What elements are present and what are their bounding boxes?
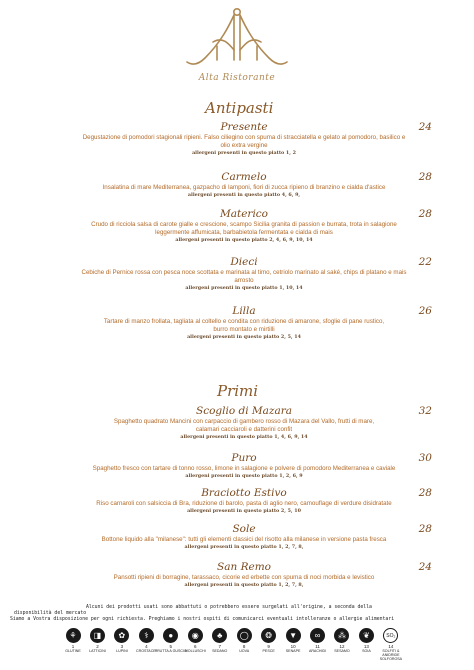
egg-icon: ◯ xyxy=(237,628,252,643)
allergen-item xyxy=(380,628,402,664)
section-title-antipasti: Antipasti xyxy=(205,99,274,117)
allergen-number: 14 xyxy=(388,644,394,649)
dish-allergens: allergeni presenti in questo piatto 1, 2, 6, 9 xyxy=(185,473,303,479)
wheat-icon: ⚘ xyxy=(66,628,81,643)
dish-allergens: allergeni presenti in questo piatto 1, 2, 7, 8, xyxy=(184,582,304,588)
dish-allergens: allergeni presenti in questo piatto 2, 5, 14 xyxy=(187,334,301,340)
footer-notes xyxy=(10,605,464,623)
allergen-item xyxy=(154,628,187,664)
allergen-label: MOLLUSCHI xyxy=(184,649,206,653)
milk-icon: ◨ xyxy=(90,628,105,643)
dish-price: 26 xyxy=(418,305,432,317)
dish-materico xyxy=(56,208,432,243)
dish-dieci xyxy=(56,256,432,291)
dish-price: 30 xyxy=(418,452,432,464)
dish-puro xyxy=(56,452,432,479)
dish-description: Tartare di manzo frollata, tagliata al coltello e condita con riduzione di amarone, sfoglie di pane rustico, burro montato e mirtilli xyxy=(103,318,385,333)
allergen-label: PESCE xyxy=(262,649,275,653)
allergen-number: 9 xyxy=(267,644,270,649)
dish-name: Dieci xyxy=(230,256,258,268)
mollusc-icon: ◉ xyxy=(188,628,203,643)
allergen-item xyxy=(233,628,255,664)
dish-name: San Remo xyxy=(217,561,271,573)
dish-name: Braciotto Estivo xyxy=(201,487,287,499)
dish-price: 28 xyxy=(418,523,432,535)
allergen-item xyxy=(258,628,280,664)
fish-icon: ❂ xyxy=(261,628,276,643)
dish-name: Puro xyxy=(231,452,257,464)
dish-name: Materico xyxy=(219,208,269,220)
dish-price: 28 xyxy=(418,171,432,183)
allergen-label: SOIA xyxy=(362,649,371,653)
dish-allergens: allergeni presenti in questo piatto 1, 2, 7, 8, xyxy=(184,544,304,550)
allergen-number: 4 xyxy=(145,644,148,649)
allergen-item xyxy=(184,628,206,664)
allergen-item xyxy=(209,628,231,664)
allergen-item xyxy=(355,628,377,664)
dish-name: Presente xyxy=(220,121,268,133)
dish-description: Cebiche di Pernice rossa con pesca noce scottata e marinata al timo, cetriolo marinato al saké, chips di platano e mais arrosto xyxy=(81,269,407,284)
crustacean-icon: ⚕ xyxy=(139,628,154,643)
footer-note-line: Alcuni dei prodotti usati sono abbattuti o potrebbero essere surgelati all'origine, a seconda della xyxy=(86,605,372,610)
allergen-item xyxy=(62,628,84,664)
lupin-icon: ✿ xyxy=(114,628,129,643)
allergen-number: 2 xyxy=(96,644,99,649)
dish-allergens: allergeni presenti in questo piatto 2, 4, 6, 9, 10, 14 xyxy=(175,237,313,243)
dish-allergens: allergeni presenti in questo piatto 1, 10, 14 xyxy=(185,285,303,291)
dish-description: Riso carnaroli con salsiccia di Bra, riduzione di barolo, pasta di aglio nero, camouflage di verdure disidratate xyxy=(96,500,392,507)
allergen-label: LATTICINI xyxy=(89,649,106,653)
allergen-number: 11 xyxy=(315,644,320,649)
aia-monogram-logo-icon xyxy=(177,6,297,76)
dish-price: 24 xyxy=(418,121,432,133)
allergen-number: 3 xyxy=(120,644,124,649)
allergen-label: GLUTINE xyxy=(65,649,81,653)
allergen-number: 12 xyxy=(339,644,345,649)
dish-price: 28 xyxy=(418,487,432,499)
dish-scoglio-di-mazara xyxy=(56,405,432,440)
footer-note-line: Siamo a Vostra disposizione per ogni richiesta. Preghiamo i nostri ospiti di comunicarci eventuali intolleranze o allergie alimentari xyxy=(10,617,395,622)
dish-description: Degustazione di pomodori stagionali ripieni. Falso ciliegino con spuma di stracciatella e gelato al pomodoro, basilico e olio extra vergine xyxy=(82,134,406,149)
allergen-label: SENAPE xyxy=(285,649,301,653)
dish-san-remo xyxy=(56,561,432,588)
allergen-label: SESAMO xyxy=(334,649,350,653)
dish-price: 22 xyxy=(418,256,432,268)
dish-description: Bottone liquido alla "milanese": tutti gli elementi classici del risotto alla milanese in versione pasta fresca xyxy=(101,536,387,543)
allergen-label: SOLFITI & ANIDRIDE SOLFOROSA xyxy=(379,649,403,661)
dish-name: Carmelo xyxy=(221,171,267,183)
dish-description: Spaghetto fresco con tartare di tonno rosso, limone in salagione e polvere di pomodoro Mediterranea e caviale xyxy=(92,465,396,472)
dish-sole xyxy=(56,523,432,550)
dish-description: Pansotti ripieni di borragine, tarassaco, cicorie ed erbette con spuma di noci morbida e levistico xyxy=(113,574,375,581)
mustard-icon: ▼ xyxy=(286,628,301,643)
peanut-icon: ∞ xyxy=(310,628,325,643)
allergen-number: 13 xyxy=(363,644,369,649)
dish-name: Lilla xyxy=(232,305,256,317)
dish-name: Sole xyxy=(232,523,256,535)
allergen-number: 10 xyxy=(290,644,296,649)
allergen-label: CROSTACEI xyxy=(136,649,157,653)
dish-description: Crudo di ricciola salsa di carote gialle e crescione, scampo Sicilia granita di passion e burrata, trota in salagione leggermente affumicata, barbabietola fermentata e cialda di mais xyxy=(91,221,397,236)
dish-price: 32 xyxy=(418,405,432,417)
allergen-item xyxy=(331,628,353,664)
section-title-primi: Primi xyxy=(217,382,259,400)
allergen-item xyxy=(282,628,304,664)
dish-braciotto-estivo xyxy=(56,487,432,514)
dish-description: Insalatina di mare Mediterranea, gazpacho di lamponi, fiori di zucca ripieno di branzino e cialda d'astice xyxy=(102,184,386,191)
dish-price: 24 xyxy=(418,561,432,573)
restaurant-logo xyxy=(0,6,474,88)
dish-presente xyxy=(56,121,432,156)
celery-icon: ♣ xyxy=(212,628,227,643)
dish-carmelo xyxy=(56,171,432,198)
dish-name: Scoglio di Mazara xyxy=(196,405,292,417)
allergen-label: UOVA xyxy=(239,649,250,653)
dish-lilla xyxy=(56,305,432,340)
allergen-number: 1 xyxy=(71,644,75,649)
allergen-label: ARACHIDI xyxy=(308,649,327,653)
allergen-label: LUPINI xyxy=(116,649,128,653)
footer-note-line: disponibilità del mercato xyxy=(14,611,87,616)
sulphite-icon: SO₂ xyxy=(383,628,398,643)
allergen-number: 8 xyxy=(242,644,246,649)
allergen-item xyxy=(86,628,108,664)
allergen-item xyxy=(135,628,157,664)
allergen-number: 7 xyxy=(218,644,221,649)
nut-icon: ● xyxy=(163,628,178,643)
allergen-item xyxy=(307,628,329,664)
dish-allergens: allergeni presenti in questo piatto 2, 5, 10 xyxy=(187,508,301,514)
dish-allergens: allergeni presenti in questo piatto 1, 4, 6, 9, 14 xyxy=(180,434,308,440)
allergen-item xyxy=(111,628,133,664)
logo-script-text: Alta Ristorante xyxy=(198,73,276,83)
dish-description: Spaghetto quadrato Mancini con carpaccio di gambero rosso di Mazara del Vallo, frutti di mare, calamari cacciaroli e datterini confit xyxy=(113,418,375,433)
allergen-number: 5 xyxy=(169,644,173,649)
sesame-icon: ⁂ xyxy=(334,628,349,643)
allergen-number: 6 xyxy=(194,644,197,649)
soy-icon: ❦ xyxy=(359,628,374,643)
dish-allergens: allergeni presenti in questo piatto 1, 2 xyxy=(192,150,296,156)
dish-price: 28 xyxy=(418,208,432,220)
allergen-legend xyxy=(62,628,402,664)
allergen-label: FRUTTA A GUSCIO xyxy=(154,649,187,653)
allergen-label: SEDANO xyxy=(212,649,228,653)
dish-allergens: allergeni presenti in questo piatto 4, 6, 9, xyxy=(187,192,301,198)
